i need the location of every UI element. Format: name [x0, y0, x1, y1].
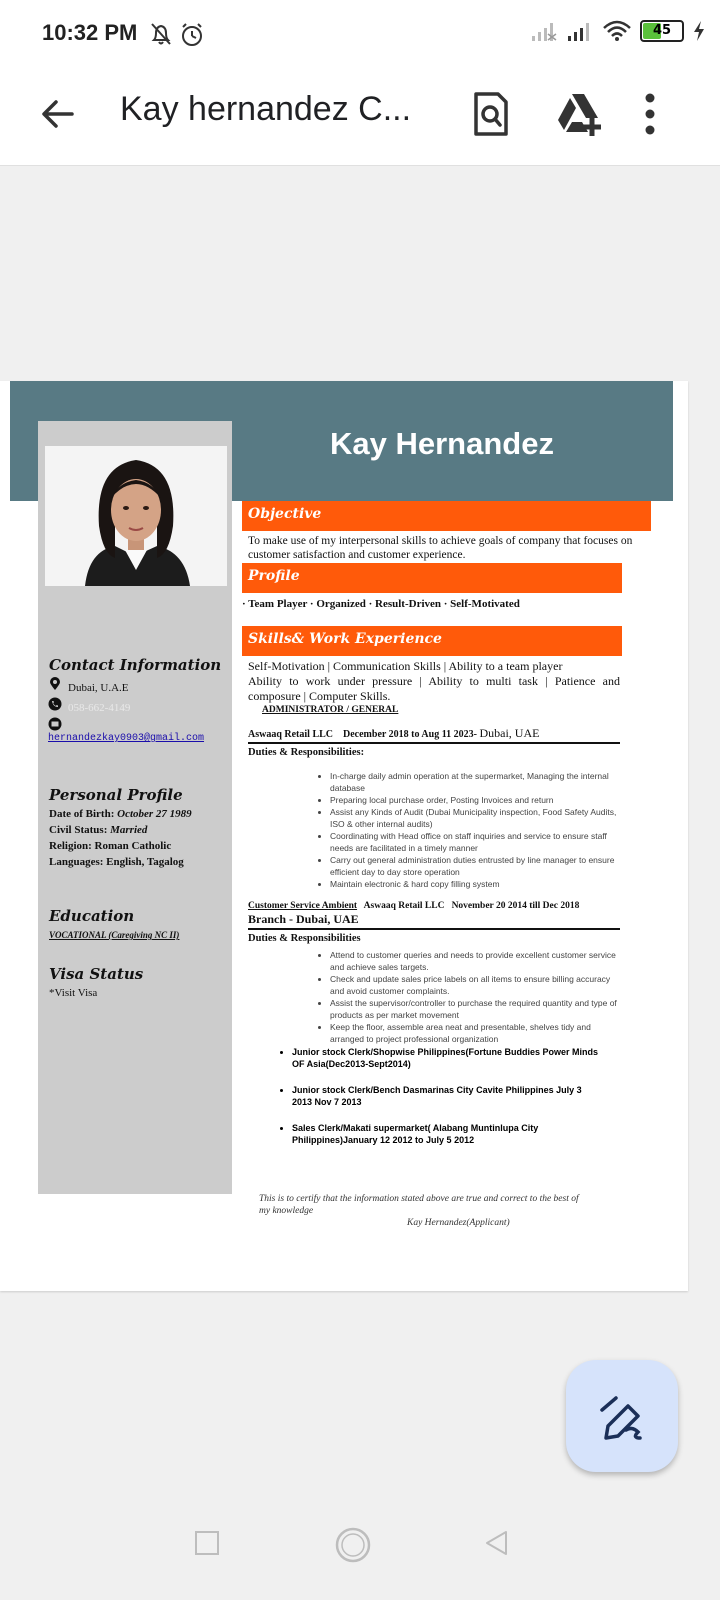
duty-item: • Attend to customer queries and needs to provide excellent customer service and achieve sales targets. — [330, 949, 620, 973]
previous-job-item: • Junior stock Clerk/Bench Dasmarinas City Cavite Philippines July 3 2013 Nov 7 2013 — [292, 1084, 602, 1108]
job-2-dates: November 20 2014 till Dec 2018 — [451, 901, 580, 911]
status-icons-right — [530, 20, 706, 42]
profile-heading: Profile — [248, 568, 300, 584]
dob-value: October 27 1989 — [117, 808, 192, 820]
edit-pen-icon — [566, 1360, 678, 1472]
previous-job-item: • Junior stock Clerk/Shopwise Philippines(Fortune Buddies Power Minds OF Asia(Dec2013-Sept2014) — [292, 1046, 602, 1070]
contact-email-link[interactable]: hernandezkay0903@gmail.com — [48, 733, 205, 744]
education-value: VOCATIONAL (Caregiving NC II) — [49, 930, 180, 940]
recents-button[interactable] — [194, 1530, 220, 1560]
wifi-icon — [602, 20, 632, 42]
add-to-drive-button[interactable] — [554, 88, 606, 140]
job-1-header — [248, 726, 539, 742]
objective-bar — [242, 501, 651, 531]
skills-line-1: Self-Motivation | Communication Skills | Ability to a team player — [248, 659, 563, 673]
profile-text: · Team Player · Organized · Result-Driven · Self-Motivated — [242, 598, 520, 610]
civil-status-row — [49, 824, 147, 836]
duty-item: • Preparing local purchase order, Posting Invoices and return — [330, 794, 620, 806]
contact-phone: 058-662-4149 — [68, 702, 131, 714]
signal-icon — [530, 20, 558, 42]
mute-icon — [152, 24, 170, 44]
status-bar — [0, 0, 720, 70]
find-in-document-button[interactable] — [464, 88, 516, 140]
previous-jobs-list — [292, 1046, 602, 1160]
back-button[interactable] — [36, 92, 80, 136]
dob-row — [49, 808, 192, 820]
job-1-location: Dubai, UAE — [479, 726, 540, 740]
role-1: ADMINISTRATOR / GENERAL — [262, 705, 399, 715]
alarm-icon — [183, 24, 201, 45]
contact-heading: Contact Information — [49, 656, 222, 674]
edit-fab-button[interactable] — [566, 1360, 678, 1472]
duties-2-list — [330, 949, 620, 1045]
profile-bar — [242, 563, 622, 593]
dob-label: Date of Birth: — [49, 808, 115, 820]
back-triangle-icon — [484, 1530, 510, 1556]
duty-item: • Coordinating with Head office on staff inquiries and service to ensure staff needs are facilitated in a timely manner — [330, 830, 620, 854]
back-arrow-icon — [36, 92, 80, 136]
system-nav-bar — [0, 1500, 720, 1600]
document-viewer[interactable] — [0, 166, 720, 1300]
contact-location: Dubai, U.A.E — [68, 682, 129, 694]
skills-bar — [242, 626, 622, 656]
home-circle-icon — [334, 1526, 372, 1564]
duty-item: • Check and update sales price labels on all items to ensure billing accuracy and avoid customer complaints. — [330, 973, 620, 997]
objective-heading: Objective — [248, 506, 322, 522]
religion-row: Religion: Roman Catholic — [49, 840, 172, 852]
charging-icon — [692, 20, 706, 42]
recents-square-icon — [194, 1530, 220, 1556]
phone-icon — [48, 697, 62, 711]
visa-value: *Visit Visa — [49, 987, 98, 999]
clock: 10:32 PM — [42, 20, 138, 45]
civil-status-value: Married — [110, 824, 148, 836]
battery-icon: 45 — [640, 20, 684, 42]
job-2-company: Aswaaq Retail LLC — [363, 901, 445, 911]
objective-text: To make use of my interpersonal skills to achieve goals of company that focuses on customer satisfaction and customer experience. — [248, 535, 633, 561]
duty-item: • Carry out general administration duties entrusted by line manager to ensure efficient day to day store operation — [330, 854, 620, 878]
nav-back-button[interactable] — [484, 1530, 510, 1560]
skills-heading: Skills& Work Experience — [248, 631, 442, 647]
education-heading: Education — [49, 907, 135, 925]
visa-heading: Visa Status — [49, 965, 144, 983]
duties-1-label: Duties & Responsibilities: — [248, 747, 365, 758]
role-2: Customer Service Ambient — [248, 901, 358, 911]
duty-item: • Maintain electronic & hard copy filling system — [330, 878, 620, 890]
civil-status-label: Civil Status: — [49, 824, 108, 836]
duties-2-label: Duties & Responsibilities — [248, 933, 361, 944]
duty-item: • In-charge daily admin operation at the supermarket, Managing the internal database — [330, 770, 620, 794]
signal-icon — [566, 20, 594, 42]
duties-1-list — [330, 770, 620, 890]
pdf-page — [0, 381, 688, 1291]
location-pin-icon — [48, 677, 62, 691]
duty-item: • Assist the supervisor/controller to purchase the required quantity and type of products as per market movement — [330, 997, 620, 1021]
status-icons-left — [150, 22, 210, 52]
resume-name: Kay Hernandez — [330, 426, 554, 461]
more-options-button[interactable] — [636, 88, 664, 140]
job-2-location: Branch - Dubai, UAE — [248, 912, 359, 926]
job-1-dates: December 2018 to Aug 11 2023- — [343, 729, 477, 740]
languages-row: Languages: English, Tagalog — [49, 856, 184, 868]
job-2-rule — [248, 928, 620, 930]
home-button[interactable] — [334, 1526, 372, 1568]
duty-item: • Assist any Kinds of Audit (Dubai Municipality inspection, Food Safety Audits, ISO & other internal audits) — [330, 806, 620, 830]
job-1-rule — [248, 742, 620, 744]
job-1-company: Aswaaq Retail LLC — [248, 729, 334, 740]
certification-text: This is to certify that the information stated above are true and correct to the best of my knowledge — [259, 1194, 579, 1216]
applicant-signature: Kay Hernandez(Applicant) — [407, 1218, 510, 1228]
document-title: Kay hernandez C... — [120, 90, 412, 128]
duty-item: • Keep the floor, assemble area neat and presentable, shelves tidy and arranged to project professional organization — [330, 1021, 620, 1045]
email-icon — [48, 717, 62, 731]
profile-photo — [45, 446, 227, 586]
skills-line-2: Ability to work under pressure | Ability to multi task | Patience and composure | Computer Skills. — [248, 674, 620, 703]
app-toolbar — [0, 70, 720, 166]
more-vert-icon — [636, 88, 664, 140]
previous-job-item: • Sales Clerk/Makati supermarket( Alabang Muntinlupa City Philippines)January 12 2012 to July 5 2012 — [292, 1122, 602, 1146]
search-document-icon — [464, 88, 516, 140]
personal-profile-heading: Personal Profile — [49, 786, 183, 804]
add-to-drive-icon — [554, 88, 606, 140]
